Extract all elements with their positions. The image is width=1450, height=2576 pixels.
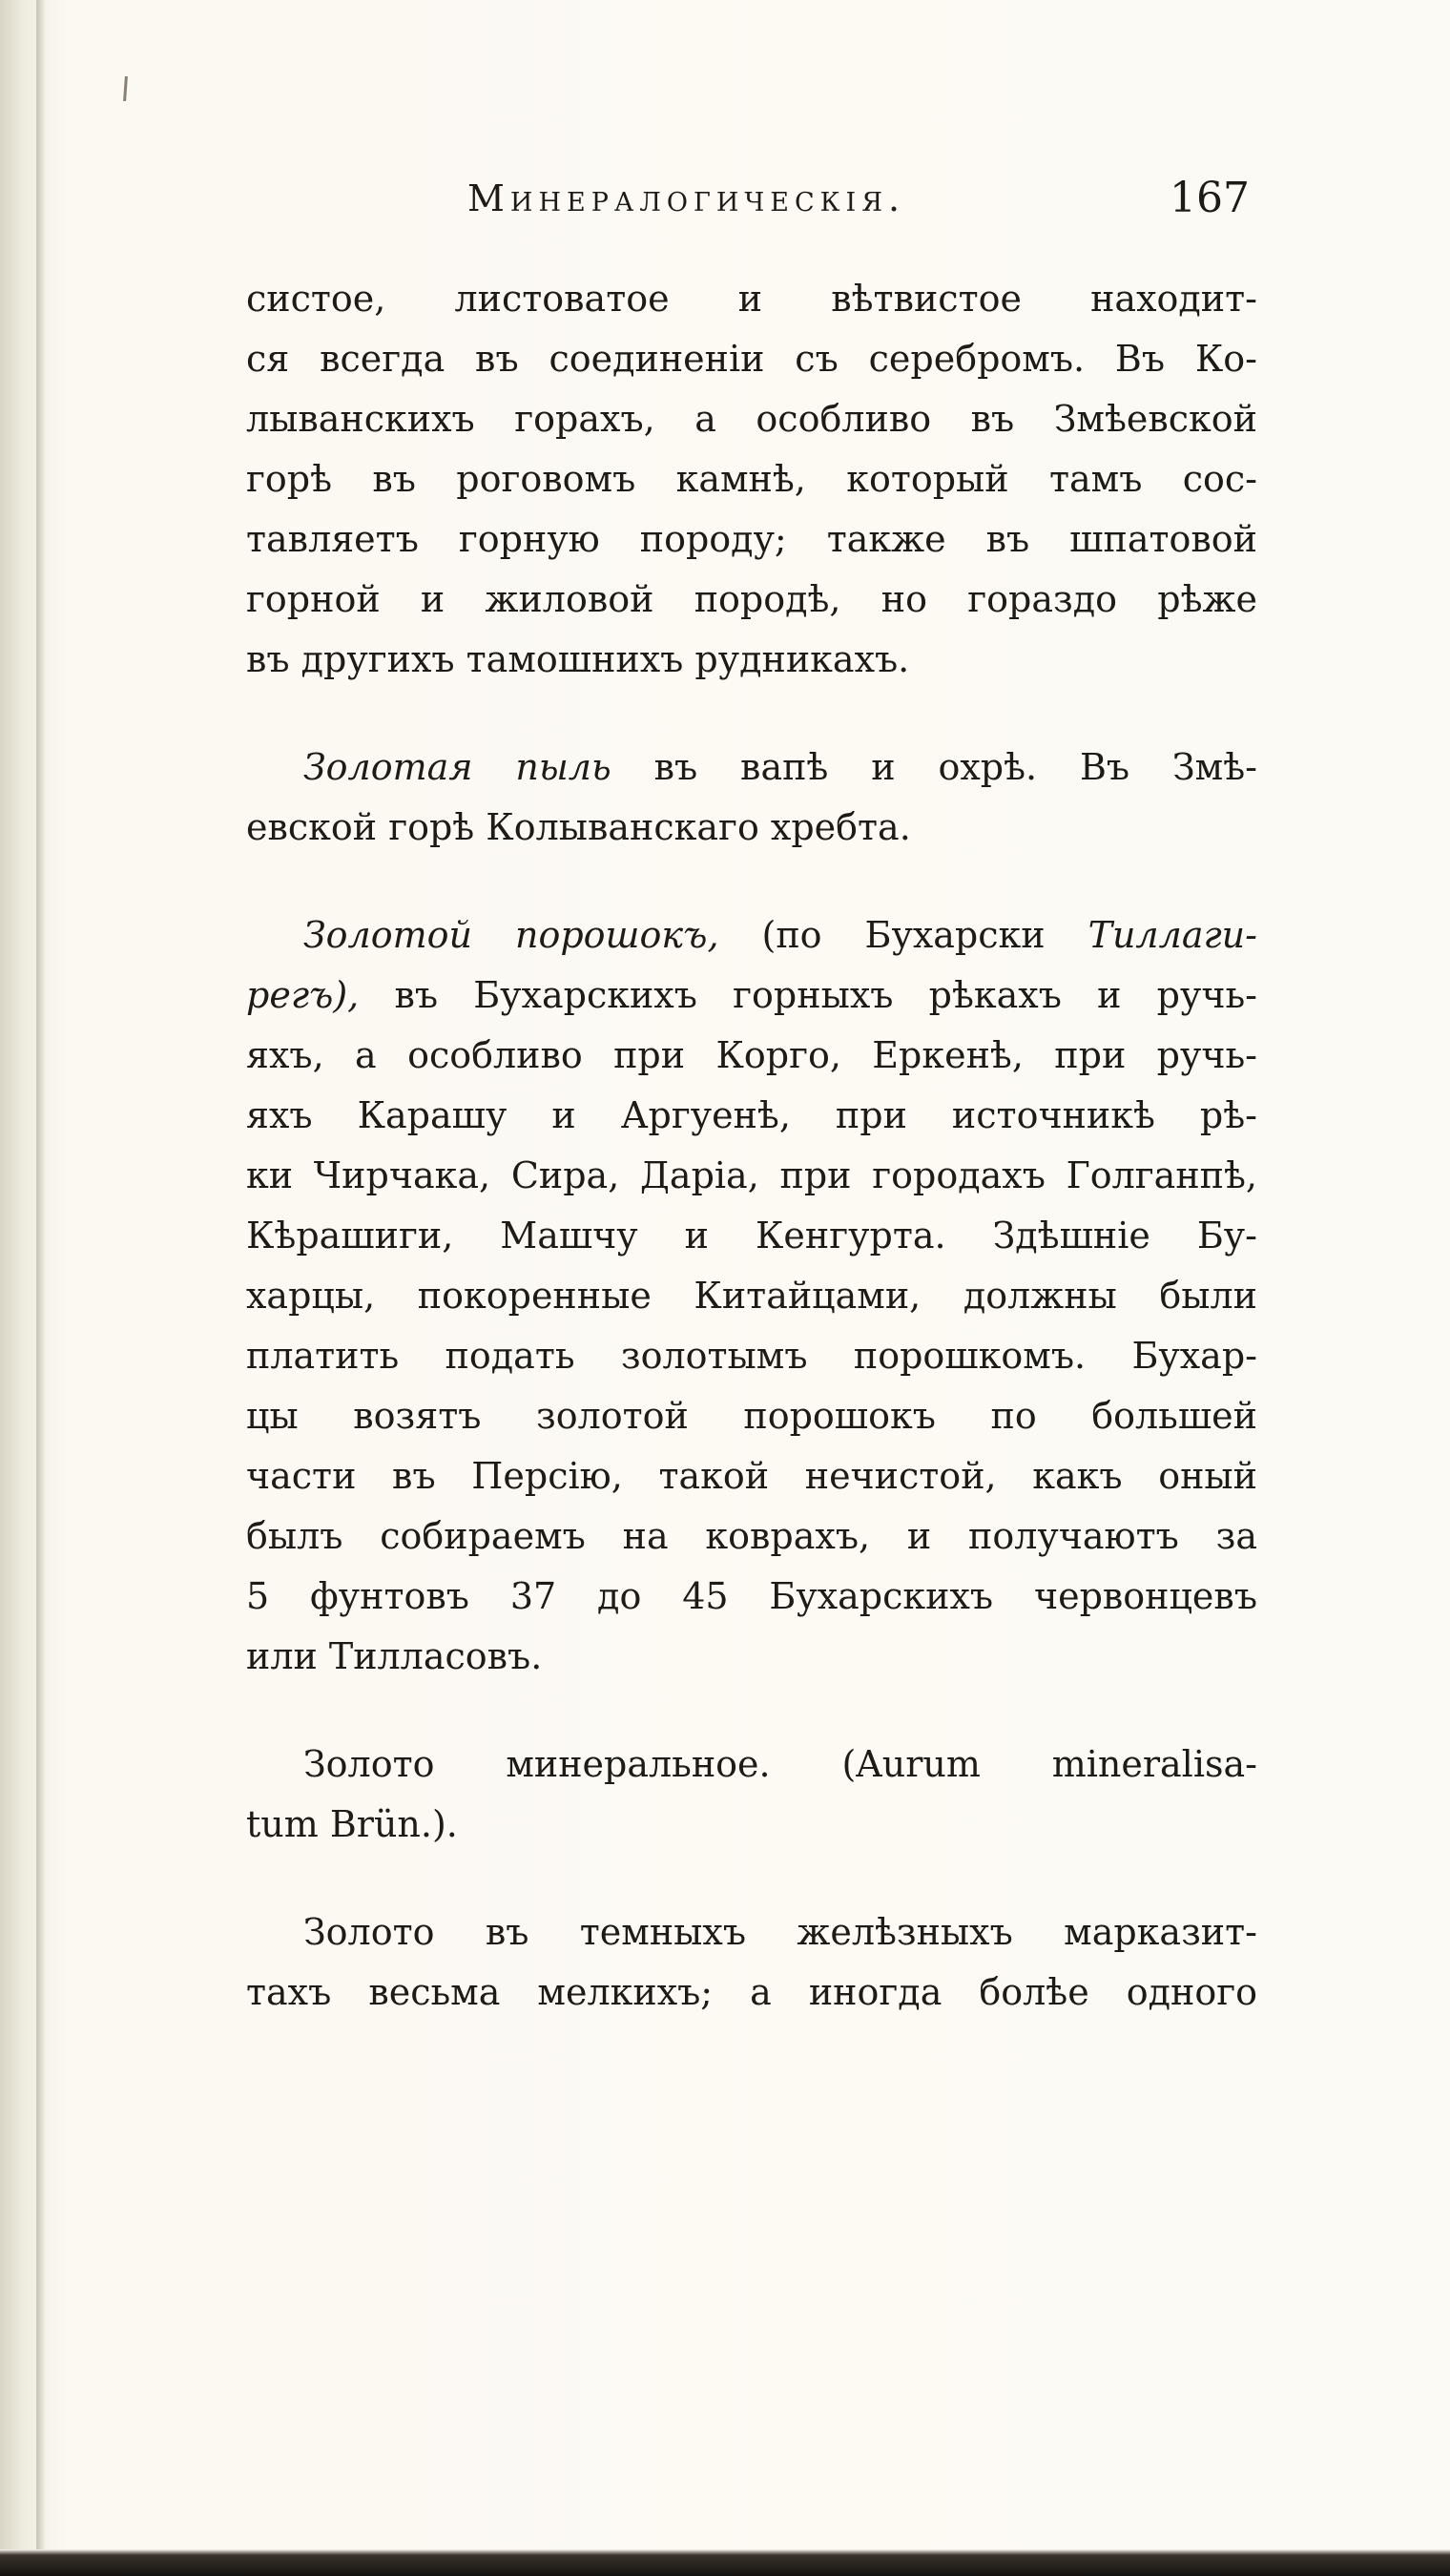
text-line (246, 966, 1257, 1026)
text-line: ся всегда въ соединенiи съ серебромъ. Въ Ко- (246, 338, 1257, 380)
page-number: 167 (1170, 174, 1250, 222)
text-line: платить подать золотымъ порошкомъ. Бухар- (246, 1335, 1257, 1377)
paragraph-4 (246, 1735, 1257, 1855)
binding-shadow (36, 0, 46, 2576)
text-line: былъ собираемъ на коврахъ, и получаютъ за (246, 1515, 1257, 1557)
text-line: тахъ весьма мелкихъ; а иногда болѣе одного (246, 1971, 1257, 2013)
text-line (246, 737, 1257, 798)
text-span: въ Бухарскихъ горныхъ рѣкахъ и ручь- (394, 974, 1257, 1016)
text-line: tum Brün.). (246, 1803, 458, 1845)
text-span: (по Бухарски (761, 914, 1046, 956)
text-line: ки Чирчака, Сира, Дарiа, при городахъ Голганпѣ, (246, 1154, 1257, 1196)
italic-term: Тиллаги- (1088, 914, 1257, 956)
text-line: Золото въ темныхъ желѣзныхъ марказит- (303, 1911, 1257, 1953)
paragraph-3 (246, 905, 1257, 1687)
text-line (246, 905, 1257, 966)
text-line: въ другихъ тамошнихъ рудникахъ. (246, 638, 910, 680)
paragraph-gap (246, 690, 1257, 737)
paragraph-2 (246, 737, 1257, 858)
text-line: 5 фунтовъ 37 до 45 Бухарскихъ червонцевъ (246, 1575, 1257, 1617)
italic-term: Золотая пыль (303, 746, 611, 788)
text-line: лыванскихъ горахъ, а особливо въ Змѣевской (246, 398, 1257, 440)
text-line: яхъ Карашу и Аргуенѣ, при источникѣ рѣ- (246, 1094, 1257, 1136)
running-head (248, 170, 1250, 227)
text-line: Золото минеральное. (Aurum mineralisa- (303, 1743, 1257, 1785)
text-span: въ вапѣ и охрѣ. Въ Змѣ- (653, 746, 1257, 788)
text-line: или Тилласовъ. (246, 1635, 543, 1677)
text-block (246, 269, 1257, 2023)
text-line: харцы, покоренные Китайцами, должны были (246, 1275, 1257, 1317)
text-line: систое, листоватое и вѣтвистое находит- (246, 278, 1257, 320)
paragraph-1 (246, 269, 1257, 690)
text-line: цы возятъ золотой порошокъ по большей (246, 1395, 1257, 1437)
italic-term: Золотой порошокъ, (303, 914, 719, 956)
text-line: тавляетъ горную породу; также въ шпатовой (246, 518, 1257, 560)
text-line: евской горѣ Колыванскаго хребта. (246, 806, 911, 848)
paragraph-gap (246, 1855, 1257, 1902)
paragraph-5 (246, 1902, 1257, 2023)
scan-bottom-edge (0, 2549, 1450, 2576)
paragraph-gap (246, 1687, 1257, 1735)
text-line: Кѣрашиги, Машчу и Кенгурта. Здѣшнiе Бу- (246, 1215, 1257, 1257)
running-title: Минералогическiя. (467, 177, 906, 219)
text-line: горѣ въ роговомъ камнѣ, который тамъ сос- (246, 458, 1257, 500)
text-line: части въ Персiю, такой нечистой, какъ оный (246, 1455, 1257, 1497)
text-line: яхъ, а особливо при Корго, Еркенѣ, при ручь- (246, 1034, 1257, 1076)
paragraph-gap (246, 858, 1257, 905)
text-line: горной и жиловой породѣ, но гораздо рѣже (246, 578, 1257, 620)
italic-term: регъ), (246, 974, 360, 1016)
